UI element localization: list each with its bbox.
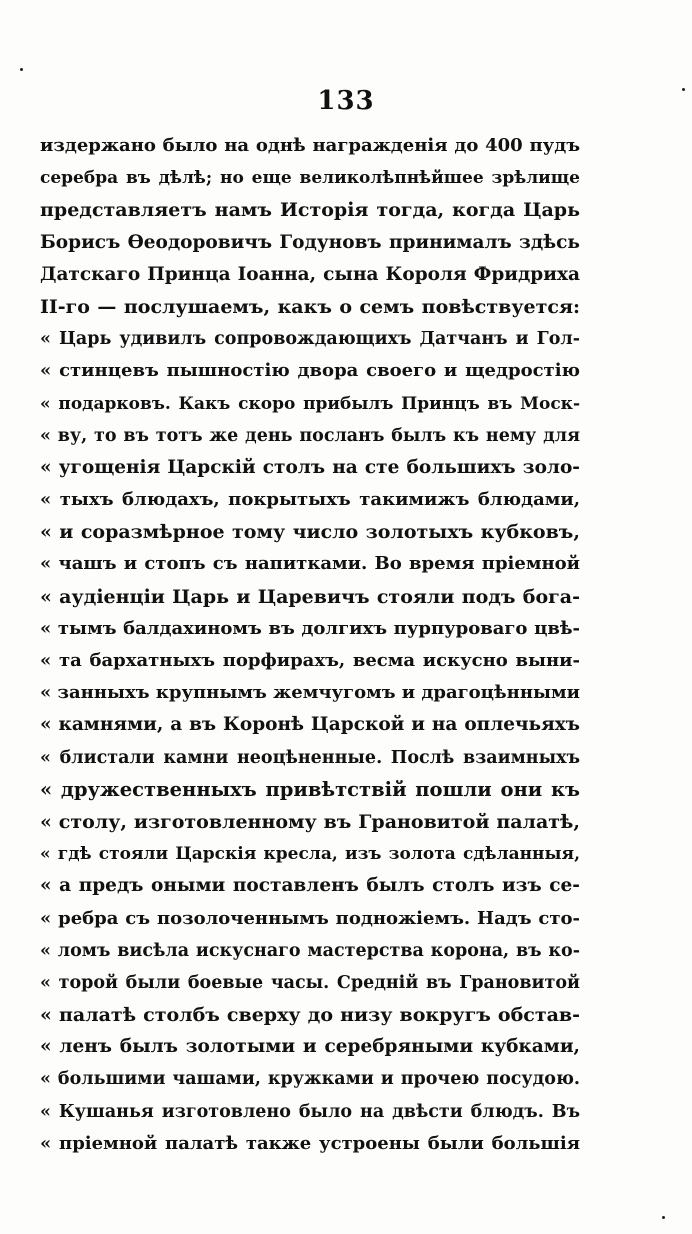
- text-line: « а предъ оными поставленъ былъ столъ изъ се-: [40, 875, 580, 897]
- text-line: « ребра съ позолоченнымъ подножіемъ. Надъ сто-: [40, 907, 580, 929]
- text-line: « тыхъ блюдахъ, покрытыхъ такимижъ блюдами,: [40, 489, 580, 511]
- text-line: « Кушанья изготовлено было на двѣсти блюдъ. Въ: [40, 1101, 580, 1122]
- scan-speck: [662, 1216, 665, 1219]
- text-line: « дружественныхъ привѣтствій пошли они къ: [40, 777, 580, 801]
- text-line: « угощенія Царскій столъ на сте большихъ золо-: [40, 456, 580, 478]
- text-line: « камнями, а въ Коронѣ Царской и на оплечьяхъ: [40, 714, 580, 736]
- text-line: « та бархатныхъ порфирахъ, весма искусно выни-: [40, 650, 580, 671]
- text-line: « ленъ былъ золотыми и серебряными кубками,: [40, 1036, 580, 1058]
- text-line: « пріемной палатѣ также устроены были большія: [40, 1132, 580, 1154]
- text-line: « тымъ балдахиномъ въ долгихъ пурпуроваго цвѣ-: [40, 617, 580, 639]
- text-line: представляетъ намъ Исторія тогда, когда Царь: [40, 199, 580, 222]
- text-line: « занныхъ крупнымъ жемчугомъ и драгоцѣнными: [40, 682, 580, 704]
- text-line: « подарковъ. Какъ скоро прибылъ Принцъ въ Моск-: [40, 393, 580, 414]
- text-line: Борисъ Ѳеодоровичъ Годуновъ принималъ здѣсь: [40, 231, 580, 253]
- text-line: « ломъ висѣла искуснаго мастерства корона, въ ко-: [40, 940, 580, 961]
- text-line: « торой были боевые часы. Средній въ Грановитой: [40, 972, 580, 993]
- text-line: Датскаго Принца Іоанна, сына Короля Фридриха: [40, 263, 580, 285]
- text-line: « столу, изготовленному въ Грановитой палатѣ,: [40, 810, 580, 833]
- text-line: « Царь удивилъ сопровождающихъ Датчанъ и Гол-: [40, 329, 580, 350]
- text-line: « и соразмѣрное тому число золотыхъ кубковъ,: [40, 521, 580, 544]
- text-line: издержано было на однѣ награжденія до 400 пудъ: [40, 135, 580, 156]
- text-line: « большими чашами, кружками и прочею посудою.: [40, 1069, 580, 1090]
- text-line: « чашъ и стопъ съ напитками. Во время пріемной: [40, 553, 580, 575]
- text-line: серебра въ дѣлѣ; но еще великолѣпнѣйшее зрѣлище: [40, 168, 580, 189]
- text-line: « ву, то въ тотъ же день посланъ былъ къ нему для: [40, 425, 580, 446]
- text-line: « блистали камни неоцѣненные. Послѣ взаимныхъ: [40, 747, 580, 768]
- text-line: « аудіенціи Царь и Царевичъ стояли подъ бога-: [40, 585, 580, 608]
- body-text: [40, 130, 580, 1160]
- text-line: II-го — послушаемъ, какъ о семъ повѣствуется:: [40, 295, 580, 318]
- text-line: « стинцевъ пышностію двора своего и щедростію: [40, 360, 580, 382]
- text-line: « гдѣ стояли Царскія кресла, изъ золота сдѣланныя,: [40, 844, 580, 865]
- scan-speck: [20, 68, 23, 71]
- page-number: 133: [317, 86, 375, 116]
- text-line: « палатѣ столбъ сверху до низу вокругъ обстав-: [40, 1004, 580, 1027]
